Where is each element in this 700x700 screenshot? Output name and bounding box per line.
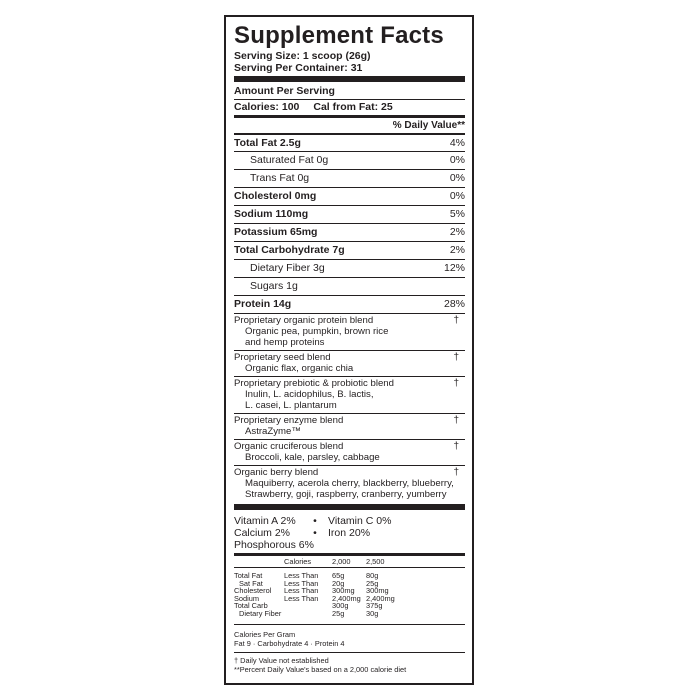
amount-per-serving: Amount Per Serving — [234, 84, 465, 100]
nutrient-dv: 28% — [443, 298, 465, 310]
blend-ingredients: Inulin, L. acidophilus, B. lactis, — [245, 389, 374, 400]
footnote-table-body — [234, 568, 465, 625]
ft-cell: 80g — [366, 571, 379, 580]
ft-cell: Sat Fat — [239, 578, 263, 588]
vitamin-a: Vitamin A 2% — [234, 515, 296, 527]
calories: Calories: 100 — [234, 101, 300, 113]
ft-header-cell: 2,500 — [366, 557, 385, 566]
nutrient-name: Potassium 65mg — [234, 226, 318, 238]
ft-cell: Less Than — [284, 578, 319, 588]
table-row — [234, 595, 465, 603]
daily-value-header: % Daily Value** — [234, 118, 465, 134]
nutrient-name: Total Fat 2.5g — [234, 137, 301, 149]
serving-size: Serving Size: 1 scoop (26g) — [234, 50, 371, 62]
ft-header-cell: Calories — [284, 557, 312, 566]
blend-ingredients: L. casei, L. plantarum — [245, 400, 337, 411]
footnotes — [234, 653, 465, 674]
ft-cell: 20g — [332, 578, 345, 588]
nutrient-name: Saturated Fat 0g — [250, 154, 329, 166]
thick-divider — [234, 76, 465, 82]
ft-cell: 300mg — [366, 586, 389, 596]
ft-cell: 30g — [366, 608, 379, 618]
thick-divider — [234, 504, 465, 510]
blend-enzyme — [234, 414, 465, 440]
ft-cell: 300mg — [332, 586, 355, 596]
nutrient-dv: 0% — [449, 172, 465, 184]
ft-cell: 375g — [366, 601, 383, 611]
nutrient-row-dietary-fiber — [234, 260, 465, 278]
nutrient-row-protein — [234, 296, 465, 314]
nutrient-name: Total Carbohydrate 7g — [234, 244, 345, 256]
table-row — [234, 572, 465, 580]
ft-cell: Less Than — [284, 593, 319, 603]
nutrient-row-cholesterol — [234, 188, 465, 206]
vitamin-c: Vitamin C 0% — [328, 515, 392, 527]
blend-ingredients: Maquiberry, acerola cherry, blackberry, blueberry, — [245, 478, 454, 489]
ft-header-cell — [234, 557, 284, 567]
blend-name: Proprietary seed blend — [234, 352, 331, 363]
nutrient-name: Dietary Fiber 3g — [250, 262, 325, 274]
blend-ingredients: Organic flax, organic chia — [245, 363, 354, 374]
ft-cell: Total Fat — [234, 571, 263, 580]
nutrient-name: Cholesterol 0mg — [234, 190, 317, 202]
blend-ingredients: and hemp proteins — [245, 337, 325, 348]
blend-name: Proprietary prebiotic & probiotic blend — [234, 378, 394, 389]
dagger-mark: † — [453, 441, 459, 452]
blend-ingredients: Strawberry, goji, raspberry, cranberry, yumberry — [245, 489, 447, 500]
ft-cell: 65g — [332, 571, 345, 580]
ft-header-cell: 2,000 — [332, 557, 351, 566]
dagger-mark: † — [453, 415, 459, 426]
blend-seed — [234, 351, 465, 377]
nutrient-row-saturated-fat — [234, 152, 465, 170]
blend-probiotic — [234, 377, 465, 414]
dagger-mark: † — [453, 315, 459, 326]
supplement-facts-panel — [224, 15, 474, 685]
blend-ingredients: Broccoli, kale, parsley, cabbage — [245, 452, 380, 463]
dagger-mark: † — [453, 352, 459, 363]
nutrient-row-trans-fat — [234, 170, 465, 188]
ft-cell: 2,400mg — [366, 593, 395, 603]
ft-cell: 2,400mg — [332, 593, 361, 603]
nutrient-row-total-fat — [234, 135, 465, 152]
nutrient-dv: 2% — [449, 244, 465, 256]
ft-cell: Dietary Fiber — [239, 608, 282, 618]
servings-per-container: Serving Per Container: 31 — [234, 62, 363, 74]
cal-from-fat: Cal from Fat: 25 — [313, 101, 393, 113]
cpg-label: Calories Per Gram — [234, 629, 296, 639]
bullet-dot: • — [313, 515, 317, 527]
dagger-mark: † — [453, 467, 459, 478]
blend-cruciferous — [234, 440, 465, 466]
blend-name: Proprietary enzyme blend — [234, 415, 344, 426]
blend-protein — [234, 314, 465, 351]
bullet-dot: • — [313, 527, 317, 539]
nutrient-dv: 2% — [449, 226, 465, 238]
nutrient-row-sugars — [234, 278, 465, 296]
ft-cell: 25g — [366, 578, 379, 588]
panel-title: Supplement Facts — [234, 22, 444, 49]
nutrient-row-sodium — [234, 206, 465, 224]
phosphorous: Phosphorous 6% — [234, 539, 314, 551]
iron: Iron 20% — [328, 527, 371, 539]
note-percent-dv: **Percent Daily Value's based on a 2,000 calorie diet — [234, 664, 407, 674]
ft-cell: Cholesterol — [234, 586, 272, 596]
ft-cell: 300g — [332, 601, 349, 611]
note-dagger: † Daily Value not established — [234, 655, 329, 665]
blend-ingredients: Organic pea, pumpkin, brown rice — [245, 326, 389, 337]
blend-name: Proprietary organic protein blend — [234, 315, 374, 326]
nutrient-row-potassium — [234, 224, 465, 242]
table-row — [234, 610, 465, 618]
cpg-values: Fat 9 · Carbohydrate 4 · Protein 4 — [234, 638, 345, 648]
nutrient-name: Sodium 110mg — [234, 208, 309, 220]
ft-cell: Sodium — [234, 593, 260, 603]
nutrient-dv: 4% — [449, 137, 465, 149]
nutrient-dv: 12% — [443, 262, 465, 274]
nutrient-name: Trans Fat 0g — [250, 172, 310, 184]
blend-berry — [234, 466, 465, 502]
ft-cell — [284, 610, 332, 618]
calories-row — [234, 100, 465, 115]
ft-cell: Less Than — [284, 586, 319, 596]
ft-cell: 25g — [332, 608, 345, 618]
vitamin-row — [234, 539, 465, 551]
vitamin-row — [234, 515, 465, 527]
nutrient-row-total-carbohydrate — [234, 242, 465, 260]
vitamin-row — [234, 527, 465, 539]
nutrient-dv: 5% — [449, 208, 465, 220]
nutrient-name: Sugars 1g — [250, 280, 298, 292]
blend-name: Organic cruciferous blend — [234, 441, 344, 452]
calcium: Calcium 2% — [234, 527, 291, 539]
calories-per-gram — [234, 625, 465, 653]
ft-cell: Less Than — [284, 571, 319, 580]
nutrient-name: Protein 14g — [234, 298, 292, 310]
vitamins-minerals — [234, 512, 465, 553]
ft-cell — [284, 602, 332, 610]
nutrient-dv: 0% — [449, 190, 465, 202]
nutrient-dv: 0% — [449, 154, 465, 166]
footnote-table-header — [234, 556, 465, 568]
blend-name: Organic berry blend — [234, 467, 319, 478]
ft-cell: Total Carb — [234, 601, 268, 611]
blend-ingredients: AstraZyme™ — [245, 426, 301, 437]
dagger-mark: † — [453, 378, 459, 389]
